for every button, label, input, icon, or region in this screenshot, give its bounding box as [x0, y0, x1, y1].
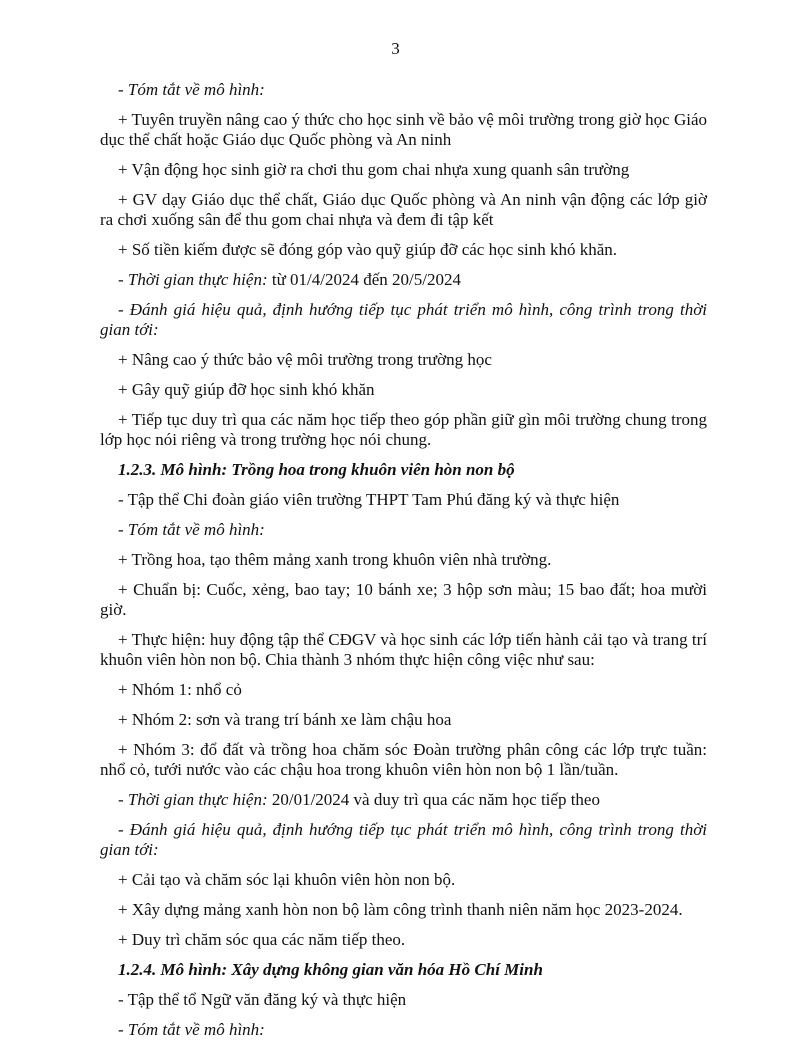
- paragraph: [100, 190, 707, 230]
- paragraph: [100, 1020, 707, 1040]
- paragraph-label: - Thời gian thực hiện:: [118, 270, 268, 289]
- paragraph: [100, 80, 707, 100]
- paragraph: [100, 270, 707, 290]
- paragraph: [100, 930, 707, 950]
- paragraph-label: - Tóm tắt về mô hình:: [118, 80, 265, 99]
- section-heading: [100, 960, 707, 980]
- paragraph-text: + Nâng cao ý thức bảo vệ môi trường trong trường học: [118, 350, 492, 369]
- paragraph-label: - Tóm tắt về mô hình:: [118, 1020, 265, 1039]
- paragraph: [100, 300, 707, 340]
- paragraph: [100, 580, 707, 620]
- paragraph: [100, 240, 707, 260]
- paragraph-label: - Đánh giá hiệu quả, định hướng tiếp tục phát triển mô hình, công trình trong thời gian tới:: [100, 300, 707, 339]
- paragraph-text: + Cải tạo và chăm sóc lại khuôn viên hòn non bộ.: [118, 870, 456, 889]
- paragraph-text: + Tuyên truyền nâng cao ý thức cho học sinh về bảo vệ môi trường trong giờ học Giáo dục thể chất hoặc Giáo dục Quốc phòng và An ninh: [100, 110, 707, 149]
- paragraph-text: + Thực hiện: huy động tập thể CĐGV và học sinh các lớp tiến hành cải tạo và trang trí khuôn viên hòn non bộ. Chia thành 3 nhóm thực hiện công việc như sau:: [100, 630, 707, 669]
- paragraph-text: + Nhóm 3: đổ đất và trồng hoa chăm sóc Đoàn trường phân công các lớp trực tuần: nhổ cỏ, tưới nước vào các chậu hoa trong khuôn viên hòn non bộ 1 lần/tuần.: [100, 740, 707, 779]
- paragraph: [100, 520, 707, 540]
- paragraph-label: - Đánh giá hiệu quả, định hướng tiếp tục phát triển mô hình, công trình trong thời gian tới:: [100, 820, 707, 859]
- paragraph-text: + GV dạy Giáo dục thể chất, Giáo dục Quốc phòng và An ninh vận động các lớp giờ ra chơi xuống sân để thu gom chai nhựa và đem đi tập kết: [100, 190, 707, 229]
- paragraph: [100, 160, 707, 180]
- paragraph: [100, 380, 707, 400]
- paragraph-label: - Thời gian thực hiện:: [118, 790, 268, 809]
- paragraph-text: + Nhóm 2: sơn và trang trí bánh xe làm chậu hoa: [118, 710, 452, 729]
- section-heading-text: 1.2.3. Mô hình: Trồng hoa trong khuôn viên hòn non bộ: [118, 460, 515, 479]
- paragraph: [100, 490, 707, 510]
- paragraph: [100, 710, 707, 730]
- paragraph-text: - Tập thể Chi đoàn giáo viên trường THPT Tam Phú đăng ký và thực hiện: [118, 490, 620, 509]
- paragraph-text: 20/01/2024 và duy trì qua các năm học tiếp theo: [267, 790, 600, 809]
- paragraph: [100, 680, 707, 700]
- paragraph: [100, 740, 707, 780]
- paragraph: [100, 550, 707, 570]
- paragraph: [100, 630, 707, 670]
- paragraph-text: + Số tiền kiếm được sẽ đóng góp vào quỹ giúp đỡ các học sinh khó khăn.: [118, 240, 618, 259]
- paragraph-text: + Tiếp tục duy trì qua các năm học tiếp theo góp phần giữ gìn môi trường chung trong lớp học nói riêng và trong trường học nói chung.: [100, 410, 707, 449]
- paragraph-text: từ 01/4/2024 đến 20/5/2024: [267, 270, 461, 289]
- paragraph: [100, 900, 707, 920]
- paragraph-text: - Tập thể tổ Ngữ văn đăng ký và thực hiện: [118, 990, 407, 1009]
- paragraph: [100, 790, 707, 810]
- paragraph-label: - Tóm tắt về mô hình:: [118, 520, 265, 539]
- paragraph-text: + Nhóm 1: nhổ cỏ: [118, 680, 242, 699]
- paragraph-text: + Duy trì chăm sóc qua các năm tiếp theo.: [118, 930, 406, 949]
- paragraph: [100, 110, 707, 150]
- paragraph-text: + Xây dựng mảng xanh hòn non bộ làm công trình thanh niên năm học 2023-2024.: [118, 900, 683, 919]
- paragraph-text: + Gây quỹ giúp đỡ học sinh khó khăn: [118, 380, 375, 399]
- paragraph: [100, 820, 707, 860]
- page-number: 3: [391, 39, 400, 58]
- paragraph-text: + Trồng hoa, tạo thêm mảng xanh trong khuôn viên nhà trường.: [118, 550, 552, 569]
- paragraph-text: + Chuẩn bị: Cuốc, xẻng, bao tay; 10 bánh xe; 3 hộp sơn màu; 15 bao đất; hoa mười giờ.: [100, 580, 707, 619]
- paragraph: [100, 410, 707, 450]
- paragraph: [100, 990, 707, 1010]
- section-heading-text: 1.2.4. Mô hình: Xây dựng không gian văn hóa Hồ Chí Minh: [118, 960, 543, 979]
- document-body: [100, 80, 707, 1050]
- paragraph: [100, 870, 707, 890]
- paragraph: [100, 350, 707, 370]
- paragraph-text: + Vận động học sinh giờ ra chơi thu gom chai nhựa xung quanh sân trường: [118, 160, 630, 179]
- section-heading: [100, 460, 707, 480]
